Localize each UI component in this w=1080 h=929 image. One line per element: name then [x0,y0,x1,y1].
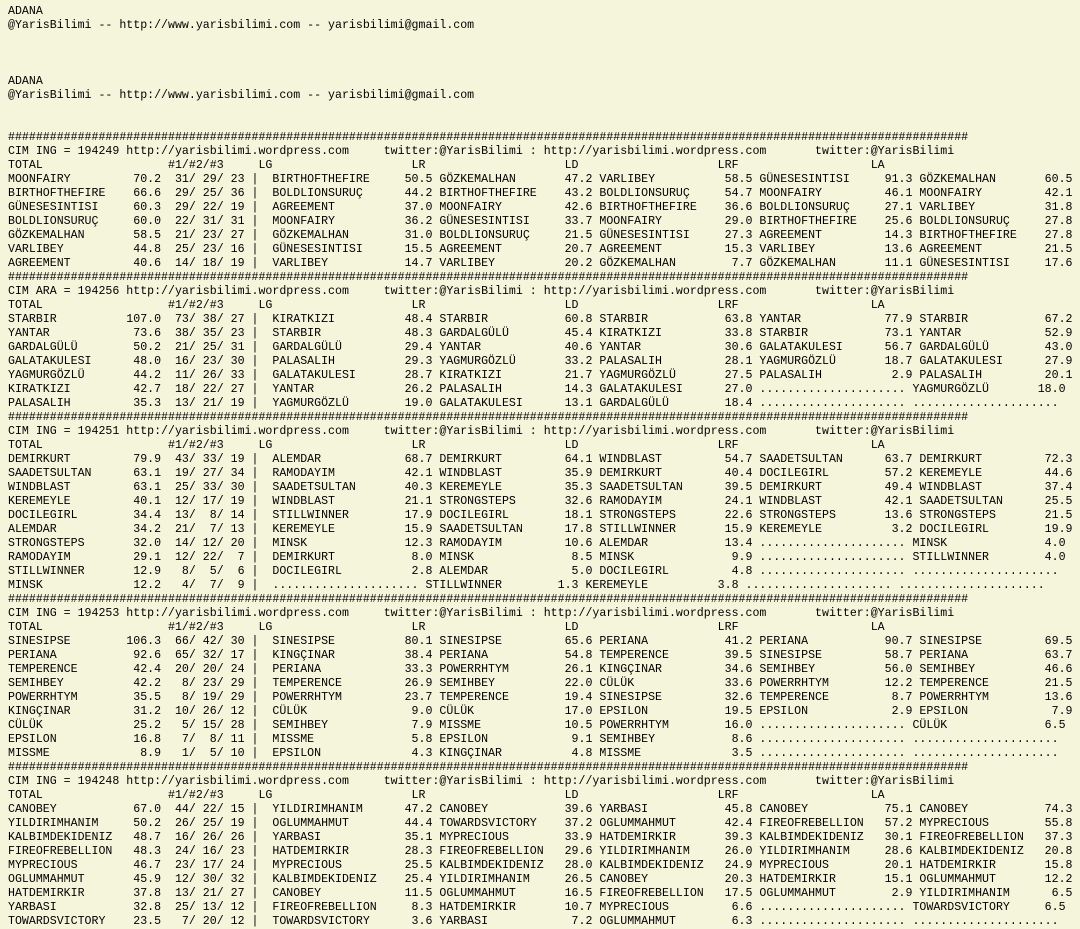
section-line: TOTAL #1/#2/#3 LG LR LD LRF LA [8,159,885,172]
section-line: BIRTHOFTHEFIRE 66.6 29/ 25/ 36 | BOLDLIONSURUÇ 44.2 BIRTHOFTHEFIRE 43.2 BOLDLIONSURUÇ 54.7 MOONFAIRY 46.1 MOONFAIRY 42.1 [8,187,1073,200]
header-line [8,47,1080,61]
section-line: TOTAL #1/#2/#3 LG LR LD LRF LA [8,439,885,452]
section-line: ########################################################################################################################################## [8,761,969,774]
section-line: PERIANA 92.6 65/ 32/ 17 | KINGÇINAR 38.4 PERIANA 54.8 TEMPERENCE 39.5 SINESIPSE 58.7 PERIANA 63.7 [8,649,1073,662]
race-section-1 [8,131,1080,271]
section-line: POWERRHTYM 35.5 8/ 19/ 29 | POWERRHTYM 23.7 TEMPERENCE 19.4 SINESIPSE 32.6 TEMPERENCE 8.7 POWERRHTYM 13.6 [8,691,1073,704]
section-line: VARLIBEY 44.8 25/ 23/ 16 | GÜNESESINTISI 15.5 AGREEMENT 20.7 AGREEMENT 15.3 VARLIBEY 13.6 AGREEMENT 21.5 [8,243,1073,256]
race-section-3 [8,411,1080,593]
section-line: TOTAL #1/#2/#3 LG LR LD LRF LA [8,621,885,634]
section-line: STARBIR 107.0 73/ 38/ 27 | KIRATKIZI 48.4 STARBIR 60.8 STARBIR 63.8 YANTAR 77.9 STARBIR 67.2 [8,313,1073,326]
section-line: STRONGSTEPS 32.0 14/ 12/ 20 | MINSK 12.3 RAMODAYIM 10.6 ALEMDAR 13.4 ..................... MINSK 4.0 [8,537,1066,550]
section-line: YAGMURGÖZLÜ 44.2 11/ 26/ 33 | GALATAKULESI 28.7 KIRATKIZI 21.7 YAGMURGÖZLÜ 27.5 PALASALIH 2.9 PALASALIH 20.1 [8,369,1073,382]
section-line: SINESIPSE 106.3 66/ 42/ 30 | SINESIPSE 80.1 SINESIPSE 65.6 PERIANA 41.2 PERIANA 90.7 SINESIPSE 69.5 [8,635,1073,648]
section-line: HATDEMIRKIR 37.8 13/ 21/ 27 | CANOBEY 11.5 OGLUMMAHMUT 16.5 FIREOFREBELLION 17.5 OGLUMMAHMUT 2.9 YILDIRIMHANIM 6.5 [8,887,1073,900]
section-line: OGLUMMAHMUT 45.9 12/ 30/ 32 | KALBIMDEKIDENIZ 25.4 YILDIRIMHANIM 26.5 CANOBEY 20.3 HATDEMIRKIR 15.1 OGLUMMAHMUT 12.2 [8,873,1073,886]
section-line: YILDIRIMHANIM 50.2 26/ 25/ 19 | OGLUMMAHMUT 44.4 TOWARDSVICTORY 37.2 OGLUMMAHMUT 42.4 FIREOFREBELLION 57.2 MYPRECIOUS 55.8 [8,817,1073,830]
section-line: KIRATKIZI 42.7 18/ 22/ 27 | YANTAR 26.2 PALASALIH 14.3 GALATAKULESI 27.0 ..................... YAGMURGÖZLÜ 18.0 [8,383,1066,396]
header-line [8,33,1080,47]
section-line: CIM ARA = 194256 http://yarisbilimi.wordpress.com twitter:@YarisBilimi : http://yarisbilimi.wordpress.com twitter:@YarisBilimi [8,285,955,298]
section-line: CIM ING = 194253 http://yarisbilimi.wordpress.com twitter:@YarisBilimi : http://yarisbilimi.wordpress.com twitter:@YarisBilimi [8,607,955,620]
section-line: MYPRECIOUS 46.7 23/ 17/ 24 | MYPRECIOUS 25.5 KALBIMDEKIDENIZ 28.0 KALBIMDEKIDENIZ 24.9 MYPRECIOUS 20.1 HATDEMIRKIR 15.8 [8,859,1073,872]
section-line: TOTAL #1/#2/#3 LG LR LD LRF LA [8,789,885,802]
race-section-4 [8,593,1080,761]
section-line: MINSK 12.2 4/ 7/ 9 | ..................... STILLWINNER 1.3 KEREMEYLE 3.8 ..................... ..................... [8,579,1045,592]
section-line: RAMODAYIM 29.1 12/ 22/ 7 | DEMIRKURT 8.0 MINSK 8.5 MINSK 9.9 ..................... STILLWINNER 4.0 [8,551,1066,564]
report-header [8,5,1080,131]
section-line: GARDALGÜLÜ 50.2 21/ 25/ 31 | GARDALGÜLÜ 29.4 YANTAR 40.6 YANTAR 30.6 GALATAKULESI 56.7 GARDALGÜLÜ 43.0 [8,341,1073,354]
header-line: ADANA [8,5,43,18]
section-line: SAADETSULTAN 63.1 19/ 27/ 34 | RAMODAYIM 42.1 WINDBLAST 35.9 DEMIRKURT 40.4 DOCILEGIRL 57.2 KEREMEYLE 44.6 [8,467,1073,480]
section-line: CÜLÜK 25.2 5/ 15/ 28 | SEMIHBEY 7.9 MISSME 10.5 POWERRHTYM 16.0 ..................... CÜLÜK 6.5 [8,719,1066,732]
section-line: ########################################################################################################################################## [8,593,969,606]
section-line: CIM ING = 194249 http://yarisbilimi.wordpress.com twitter:@YarisBilimi : http://yarisbilimi.wordpress.com twitter:@YarisBilimi [8,145,955,158]
section-line: CIM ING = 194248 http://yarisbilimi.wordpress.com twitter:@YarisBilimi : http://yarisbilimi.wordpress.com twitter:@YarisBilimi [8,775,955,788]
header-line: @YarisBilimi -- http://www.yarisbilimi.com -- yarisbilimi@gmail.com [8,19,475,32]
section-line: FIREOFREBELLION 48.3 24/ 16/ 23 | HATDEMIRKIR 28.3 FIREOFREBELLION 29.6 YILDIRIMHANIM 26.0 YILDIRIMHANIM 28.6 KALBIMDEKIDENIZ 20.8 [8,845,1073,858]
section-line: BOLDLIONSURUÇ 60.0 22/ 31/ 31 | MOONFAIRY 36.2 GÜNESESINTISI 33.7 MOONFAIRY 29.0 BIRTHOFTHEFIRE 25.6 BOLDLIONSURUÇ 27.8 [8,215,1073,228]
section-line: DOCILEGIRL 34.4 13/ 8/ 14 | STILLWINNER 17.9 DOCILEGIRL 18.1 STRONGSTEPS 22.6 STRONGSTEPS 13.6 STRONGSTEPS 21.5 [8,509,1073,522]
section-line: KINGÇINAR 31.2 10/ 26/ 12 | CÜLÜK 9.0 CÜLÜK 17.0 EPSILON 19.5 EPSILON 2.9 EPSILON 7.9 [8,705,1073,718]
section-line: SEMIHBEY 42.2 8/ 23/ 29 | TEMPERENCE 26.9 SEMIHBEY 22.0 CÜLÜK 33.6 POWERRHTYM 12.2 TEMPERENCE 21.5 [8,677,1073,690]
section-line: PALASALIH 35.3 13/ 21/ 19 | YAGMURGÖZLÜ 19.0 GALATAKULESI 13.1 GARDALGÜLÜ 18.4 ..................... ..................... [8,397,1059,410]
header-line: @YarisBilimi -- http://www.yarisbilimi.com -- yarisbilimi@gmail.com [8,89,475,102]
header-line [8,103,1080,117]
section-line: TOTAL #1/#2/#3 LG LR LD LRF LA [8,299,885,312]
section-line: KEREMEYLE 40.1 12/ 17/ 19 | WINDBLAST 21.1 STRONGSTEPS 32.6 RAMODAYIM 24.1 WINDBLAST 42.1 SAADETSULTAN 25.5 [8,495,1073,508]
section-line: EPSILON 16.8 7/ 8/ 11 | MISSME 5.8 EPSILON 9.1 SEMIHBEY 8.6 ..................... ..................... [8,733,1059,746]
section-line: GÖZKEMALHAN 58.5 21/ 23/ 27 | GÖZKEMALHAN 31.0 BOLDLIONSURUÇ 21.5 GÜNESESINTISI 27.3 AGREEMENT 14.3 BIRTHOFTHEFIRE 27.8 [8,229,1073,242]
race-section-2 [8,271,1080,411]
section-line: DEMIRKURT 79.9 43/ 33/ 19 | ALEMDAR 68.7 DEMIRKURT 64.1 WINDBLAST 54.7 SAADETSULTAN 63.7 DEMIRKURT 72.3 [8,453,1073,466]
section-line: ########################################################################################################################################## [8,131,969,144]
header-line [8,61,1080,75]
section-line: ALEMDAR 34.2 21/ 7/ 13 | KEREMEYLE 15.9 SAADETSULTAN 17.8 STILLWINNER 15.9 KEREMEYLE 3.2 DOCILEGIRL 19.9 [8,523,1073,536]
section-line: YANTAR 73.6 38/ 35/ 23 | STARBIR 48.3 GARDALGÜLÜ 45.4 KIRATKIZI 33.8 STARBIR 73.1 YANTAR 52.9 [8,327,1073,340]
section-line: ########################################################################################################################################## [8,271,969,284]
section-line: TEMPERENCE 42.4 20/ 20/ 24 | PERIANA 33.3 POWERRHTYM 26.1 KINGÇINAR 34.6 SEMIHBEY 56.0 SEMIHBEY 46.6 [8,663,1073,676]
section-line: YARBASI 32.8 25/ 13/ 12 | FIREOFREBELLION 8.3 HATDEMIRKIR 10.7 MYPRECIOUS 6.6 ..................... TOWARDSVICTORY 6.5 [8,901,1066,914]
header-line [8,117,1080,131]
section-line: GÜNESESINTISI 60.3 29/ 22/ 19 | AGREEMENT 37.0 MOONFAIRY 42.6 BIRTHOFTHEFIRE 36.6 BOLDLIONSURUÇ 27.1 VARLIBEY 31.8 [8,201,1073,214]
section-line: CIM ING = 194251 http://yarisbilimi.wordpress.com twitter:@YarisBilimi : http://yarisbilimi.wordpress.com twitter:@YarisBilimi [8,425,955,438]
section-line: TOWARDSVICTORY 23.5 7/ 20/ 12 | TOWARDSVICTORY 3.6 YARBASI 7.2 OGLUMMAHMUT 6.3 ..................... ..................... [8,915,1059,928]
section-line: GALATAKULESI 48.0 16/ 23/ 30 | PALASALIH 29.3 YAGMURGÖZLÜ 33.2 PALASALIH 28.1 YAGMURGÖZLÜ 18.7 GALATAKULESI 27.9 [8,355,1073,368]
section-line: CANOBEY 67.0 44/ 22/ 15 | YILDIRIMHANIM 47.2 CANOBEY 39.6 YARBASI 45.8 CANOBEY 75.1 CANOBEY 74.3 [8,803,1073,816]
section-line: AGREEMENT 40.6 14/ 18/ 19 | VARLIBEY 14.7 VARLIBEY 20.2 GÖZKEMALHAN 7.7 GÖZKEMALHAN 11.1 GÜNESESINTISI 17.6 [8,257,1073,270]
section-line: STILLWINNER 12.9 8/ 5/ 6 | DOCILEGIRL 2.8 ALEMDAR 5.0 DOCILEGIRL 4.8 ..................... ..................... [8,565,1059,578]
section-line: MOONFAIRY 70.2 31/ 29/ 23 | BIRTHOFTHEFIRE 50.5 GÖZKEMALHAN 47.2 VARLIBEY 58.5 GÜNESESINTISI 91.3 GÖZKEMALHAN 60.5 [8,173,1073,186]
section-line: MISSME 8.9 1/ 5/ 10 | EPSILON 4.3 KINGÇINAR 4.8 MISSME 3.5 ..................... ..................... [8,747,1059,760]
section-line: ########################################################################################################################################## [8,411,969,424]
section-line: KALBIMDEKIDENIZ 48.7 16/ 26/ 26 | YARBASI 35.1 MYPRECIOUS 33.9 HATDEMIRKIR 39.3 KALBIMDEKIDENIZ 30.1 FIREOFREBELLION 37.3 [8,831,1073,844]
header-line: ADANA [8,75,43,88]
section-line: WINDBLAST 63.1 25/ 33/ 30 | SAADETSULTAN 40.3 KEREMEYLE 35.3 SAADETSULTAN 39.5 DEMIRKURT 49.4 WINDBLAST 37.4 [8,481,1073,494]
race-section-5 [8,761,1080,929]
